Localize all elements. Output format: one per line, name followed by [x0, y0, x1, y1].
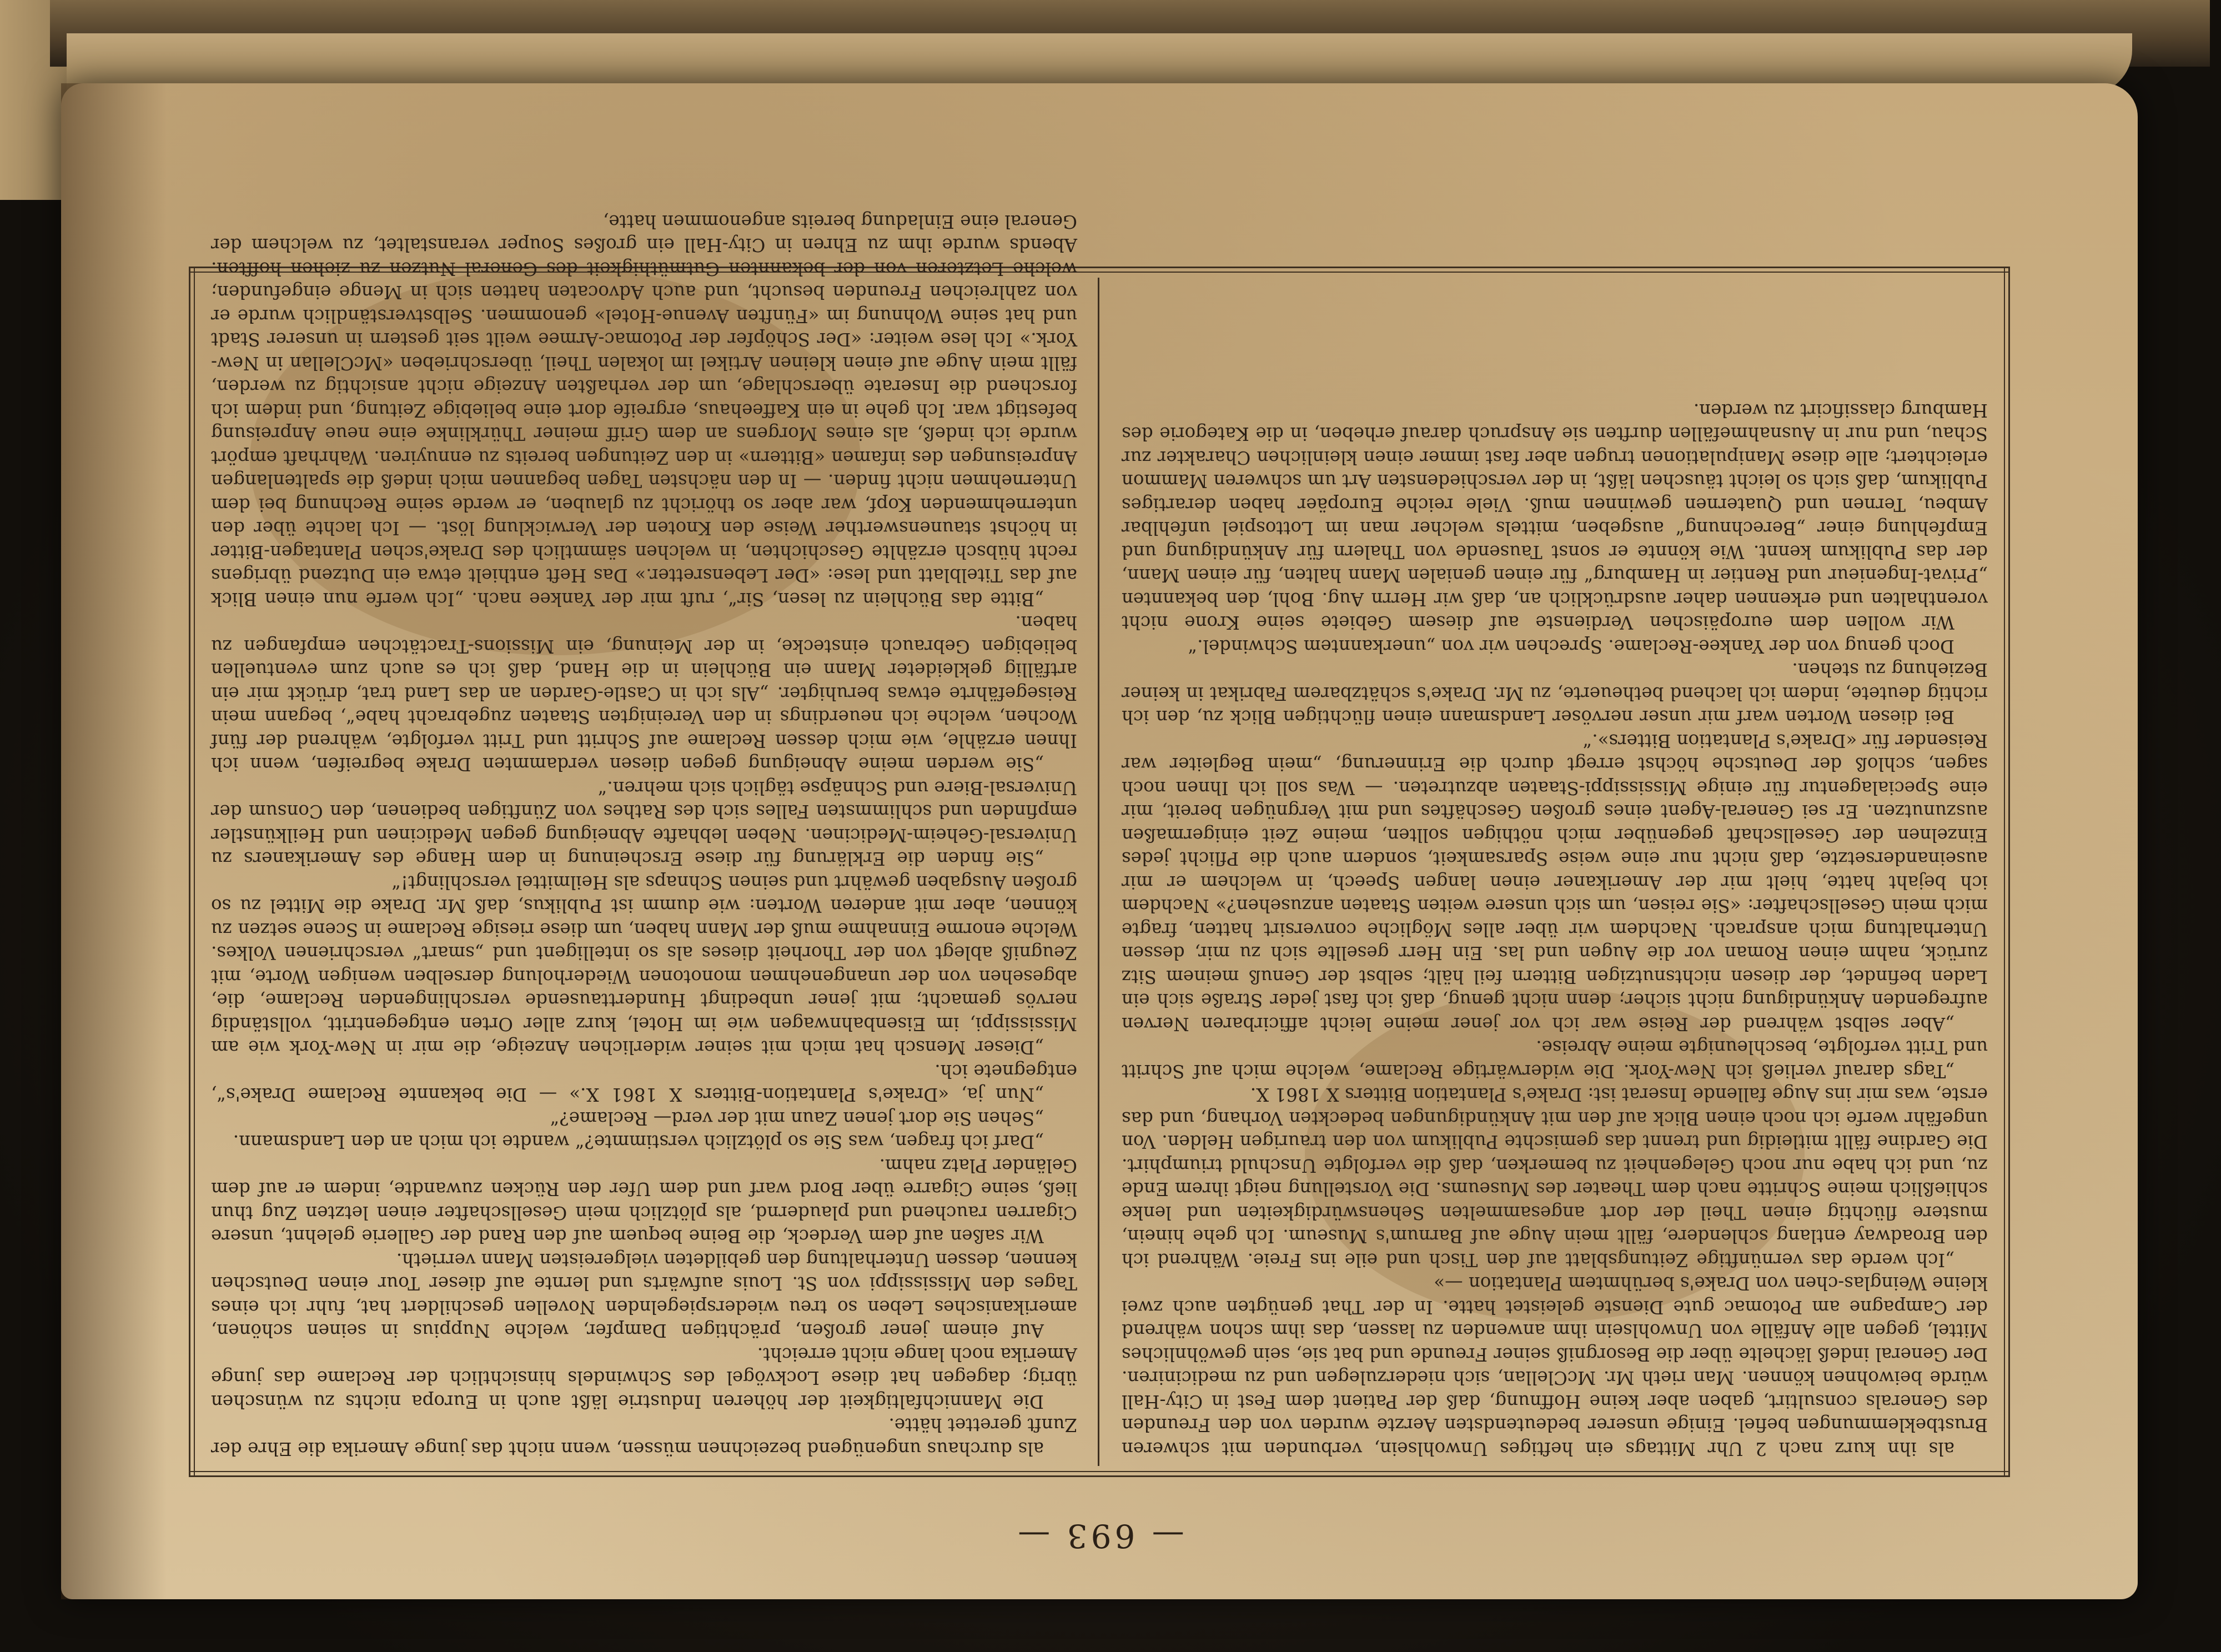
- paragraph: „Darf ich fragen, was Sie so plötzlich verstimmte?“ wandte ich mich an den Landsmann.: [233, 1131, 1044, 1153]
- left-rule: [2004, 267, 2010, 1477]
- right-rule: [189, 267, 195, 1477]
- paragraph: „Sie finden die Erklärung für diese Erscheinung in dem Hange des Amerikaners zu Universal-Geheim-Medicinen. Neben lebhafte Abneigung gegen Medicinen und Heilkünstler empfinden und schlimmsten Falles sich des Rathes von Zünftigen bedienen, den Consum der Universal-Biere und Schnäpse täglich sich mehren.“: [211, 777, 1077, 870]
- page-gutter-shadow: [61, 83, 167, 1599]
- page-number: — 693 —: [1014, 1517, 1184, 1555]
- top-rule: [189, 1471, 2010, 1477]
- paragraph: „Nun ja, «Drake's Plantation-Bitters X 1861 X.» — Die bekannte Reclame Drake's“, entgegnete ich.: [211, 1061, 1077, 1106]
- paragraph: „Tags darauf verließ ich New-York. Die widerwärtige Reclame, welche mich auf Schritt und Tritt verfolgte, beschleunigte meine Abreise.: [1122, 1037, 1988, 1082]
- paragraph: Bei diesen Worten warf mir unser nervöser Landsmann einen flüchtigen Blick zu, den ich richtig deutete, indem ich lachend betheuerte, zu Mr. Drake's schätzbarem Fabrikat in keiner Beziehung zu stehen.: [1122, 659, 1988, 728]
- paragraph: Auf einem jener großen, prächtigen Dampfer, welche Nuppius in seinen schönen, amerikanisches Leben so treu wiederspiegelnden Novellen geschildert hat, fuhr ich eines Tages den Mississippi von St. Louis aufwärts und lernte auf dieser Tour einen Deutschen kennen, dessen Unterhaltung den gebildeten vielgereisten Mann verrieth.: [211, 1249, 1077, 1342]
- paragraph: Wir wollen dem europäischen Verdienste auf diesem Gebiete seine Krone nicht vorenthalten und erkennen daher ausdrücklich an, daß wir Herrn Aug. Bohl, den bekannten „Privat-Ingenieur und Rentier in Hamburg“ für einen genialen Mann halten, für einen Mann, der das Publikum kennt. Wie könnte er sonst Tausende von Thalern für Ankündigung und Empfehlung einer „Berechnung“ ausgeben, mittels welcher man im Lottospiel unfehlbar Ambeu, Ternen und Quaternen gewinnen muß. Viele reiche Europäer haben derartiges Publikum, daß sich so leicht täuschen läßt, in der verschiedensten Art um schweren Mammon erleichtert; alle diese Manipulationen trugen aber fast immer einen kleinlichen Charakter zur Schau, und nur in Ausnahmefällen durften sie Anspruch darauf erheben, in die Kategorie des Hamburg classificirt zu werden.: [1122, 400, 1988, 634]
- paragraph: „Bitte das Büchlein zu lesen, Sir“, ruft mir der Yankee nach. „Ich werfe nun einen Blick auf das Titelblatt und lese: «Der Lebensretter.» Das Heft enthielt etwa ein Dutzend übrigens recht hübsch erzählte Geschichten, in welchen sämmtlich des Drake'schen Plantagen-Bitter in höchst staunenswerther Weise den Knoten der Verwicklung löst. — Ich lachte über den unternehmenden Kopf, war aber so thöricht zu glauben, er werde seine Rechnung bei dem Unternehmen nicht finden. — In den nächsten Tagen begannen mich indeß die spaltenlangen Anpreisungen des infamen «Bittern» in den Zeitungen bereits zu ennuyiren. Wahrhaft empört wurde ich indeß, als eines Morgens an dem Griff meiner Thürklinke eine neue Anpreisung befestigt war. Ich gehe in ein Kaffeehaus, ergreife dort eine beliebige Zeitung, und indem ich forschend die Inserate überschlage, um der verhaßten Anzeige nicht ansichtig zu werden, fällt mein Auge auf einen kleinen Artikel im lokalen Theil, überschrieben «McClellan in New-York.» Ich lese weiter: «Der Schöpfer der Potomac-Armee weilt seit gestern in unserer Stadt und hat seine Wohnung im «Fünften Avenue-Hotel» genommen. Selbstverständlich wurde er von zahlreichen Freunden besucht, und auch Advocaten hatten sich in Menge eingefunden; welche Letzteren von der bekannten Gutmüthigkeit des General Nutzen zu ziehen hofften. Abends wurde ihm zu Ehren in City-Hall ein großes Souper veranstaltet, zu welchem der General eine Einladung bereits angenommen hatte,: [211, 211, 1077, 610]
- paragraph: als ihn kurz nach 2 Uhr Mittags ein heftiges Unwohlsein, verbunden mit schweren Brustbeklemmungen befiel. Einige unserer bedeutendsten Aerzte wurden von den Freunden des Generals consultirt, gaben aber keine Hoffnung, daß der Patient dem Fest in City-Hall würde beiwohnen können. Man rieth Mr. McClellan, sich niederzulegen und zu mediciniren. Der General indeß lächelte über die Besorgniß seiner Freunde und bat sie, sein gewöhnliches Mittel, gegen alle Anfälle von Unwohlsein ihm anwenden zu lassen, das ihm schon während der Campagne am Potomac gute Dienste geleistet hatte. In der That genügten auch zwei kleine Weinglas-chen von Drake's berühmtem Plantation —»: [1122, 1273, 1988, 1459]
- paragraph: Die Mannichfaltigkeit der höheren Industrie läßt auch in Europa nichts zu wünschen übrig; dagegen hat diese Lockvögel des Schwindels hinsichtlich der Reclame das junge Amerika noch lange nicht erreicht.: [211, 1344, 1077, 1412]
- paragraph: Wir saßen auf dem Verdeck, die Beine bequem auf den Rand der Gallerie gelehnt, unsere Cigarren rauchend und plaudernd, als plötzlich mein Gesellschafter einen letzten Zug thun ließ, seine Cigarre über Bord warf und dem Ufer den Rücken zuwandte, indem er auf dem Geländer Platz nahm.: [211, 1155, 1077, 1247]
- paragraph: „Ich werde das vernünftige Zeitungsblatt auf den Tisch und eile ins Freie. Während ich den Broadway entlang schlendere, fällt mein Auge auf Barnum's Museum. Ich gehe hinein, mustere flüchtig einen Theil der dort angesammelten Sehenswürdigkeiten und lenke schließlich meine Schritte nach dem Theater des Museums. Die Vorstellung neigt ihrem Ende zu, und ich habe nur noch Gelegenheit zu bemerken, daß die verfolgte Unschuld triumphirt. Die Gardine fällt mitleidig und trennt das gemischte Publikum von den traurigen Helden. Von ungefähr werfe ich noch einen Blick auf den mit Ankündigungen bedeckten Vorhang, und das erste, was mir ins Auge fallende Inserat ist: Drake's Plantation Bitters X 1861 X.: [1122, 1084, 1988, 1271]
- paragraph: „Sehen Sie dort jenen Zaun mit der verd— Reclame?“: [550, 1108, 1044, 1129]
- book-page: [61, 83, 2138, 1599]
- paragraph: „Dieser Mensch hat mich mit seiner widerlichen Anzeige, die mir in New-York wie am Mississippi, im Eisenbahnwagen wie im Hotel, kurz aller Orten entgegentritt, vollständig nervös gemacht; mit jener unbedingt Hunderttausende verschlingenden Reclame, die, abgesehen von der unangenehmen monotonen Wiederholung derselben wenigen Worte, mit Zeugniß ablegt von der Thorheit dieses als so intelligent und „smart“ verschrienen Volkes. Welche enorme Einnahme muß der Mann haben, um diese riesige Reclame in Scene setzen zu können, aber mit anderen Worten: wie dumm ist Publikus, daß Mr. Drake die Mittel zu so großen Ausgaben gewährt und seinen Schnaps als Heilmittel verschlingt!“: [211, 872, 1077, 1058]
- text-column-right: [211, 211, 1077, 1460]
- paragraph: als durchaus ungenügend bezeichnen müssen, wenn nicht das junge Amerika die Ehre der Zunft gerettet hätte.: [211, 1414, 1077, 1459]
- paragraph: Doch genug von der Yankee-Reclame. Sprechen wir von „unerkanntem Schwindel.“: [1188, 636, 1954, 657]
- column-divider: [1098, 278, 1099, 1466]
- paragraph: „Sie werden meine Abneigung gegen diesen verdammten Drake begreifen, wenn ich Ihnen erzähle, wie mich dessen Reclame auf Schritt und Tritt verfolgte, während der fünf Wochen, welche ich neuerdings in den Vereinigten Staaten zugebracht habe“, begann mein Reisegefährte etwas beruhigter. „Als ich in Castle-Garden an das Land trat, drückt mir ein artfällig gekleideter Mann ein Büchlein in die Hand, daß ich es auch zum eventuellen beliebigen Gebrauch einstecke, in der Meinung, ein Missions-Tractätchen empfangen zu haben.: [211, 612, 1077, 775]
- text-column-left: [1122, 283, 1988, 1460]
- paragraph: „Aber selbst während der Reise war ich vor jener meine leicht afficirbaren Nerven aufregenden Ankündigung nicht sicher; denn nicht genug, daß ich fast jeder Straße sich ein Laden befindet, der diesen nichtsnutzigen Bittern feil hält; selbst der Genuß meinem Sitz zurück, nahm einen Roman vor die Augen und las. Ein Herr gesellte sich zu mir, dessen Unterhaltung mich ansprach. Nachdem wir über alles Mögliche conversirt hatten, fragte mich mein Gesellschafter: «Sie reisen, um sich unsere weiten Staaten anzusehen?» Nachdem ich bejaht hatte, hielt mir der Amerikaner einen langen Speech, in welchem er mir auseinandersetzte, daß nicht nur eine weise Sparsamkeit, sondern auch die Pflicht jedes Einzelnen der Gesellschaft gegenüber mich nöthigen sollten, meine Zeit einigermaßen auszunutzen. Er sei General-Agent eines großen Geschäftes und mit Vergnügen bereit, mir eine Specialagentur für einige Mississippi-Staaten abzutreten. — Was soll ich Ihnen noch sagen, schloß der Deutsche höchst erregt durch die Erinnerung, „mein Begleiter war Reisender für «Drake's Plantation Bitters».“: [1122, 730, 1988, 1035]
